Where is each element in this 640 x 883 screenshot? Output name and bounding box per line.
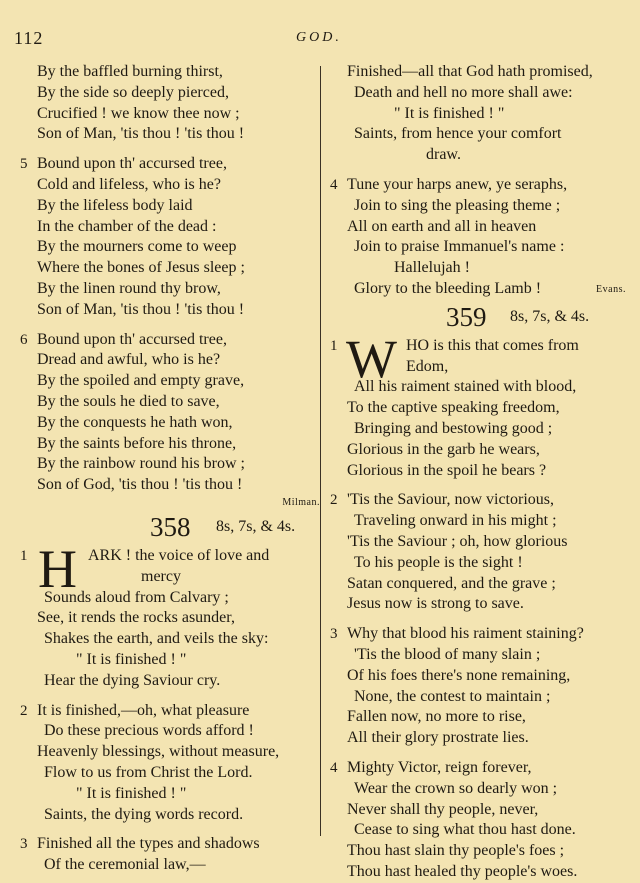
verse-line: By the souls he died to save, xyxy=(37,392,220,410)
hymn-359-verse-2 xyxy=(330,490,626,615)
verse-number: 5 xyxy=(20,156,28,173)
hymn-meter: 8s, 7s, & 4s. xyxy=(510,307,590,325)
verse-5 xyxy=(20,154,320,320)
verse-line: draw. xyxy=(426,146,461,164)
verse-line: By the side so deeply pierced, xyxy=(37,83,229,101)
verse-line: Jesus now is strong to save. xyxy=(347,595,524,613)
verse-line: " It is finished ! " xyxy=(394,104,505,122)
verse-line: Traveling onward in his might ; xyxy=(354,512,557,530)
verse-line: mercy xyxy=(141,567,181,585)
verse-line: 1 HO is this that comes from xyxy=(330,336,626,357)
hymn-number: 359 xyxy=(446,301,487,332)
verse-line: None, the contest to maintain ; xyxy=(354,687,551,705)
verse-line: Son of Man, 'tis thou ! 'tis thou ! xyxy=(37,300,245,318)
verse-number: 3 xyxy=(330,626,338,643)
verse-line: " It is finished ! " xyxy=(76,650,187,668)
verse-line: 3 Why that blood his raiment staining? xyxy=(330,624,626,645)
verse-line: Son of Man, 'tis thou ! 'tis thou ! xyxy=(37,125,245,143)
verse-line: By the saints before his throne, xyxy=(37,434,237,452)
hymn-359-verse-4 xyxy=(330,758,626,883)
verse-line: Join to sing the pleasing theme ; xyxy=(354,196,561,214)
verse-line: Shakes the earth, and veils the sky: xyxy=(44,630,269,648)
hymn-358-verse-3 xyxy=(20,834,320,876)
verse-line: Wear the crown so dearly won ; xyxy=(354,779,558,797)
verse-line: Where the bones of Jesus sleep ; xyxy=(37,259,245,277)
verse-line: 4 Tune your harps anew, ye seraphs, xyxy=(330,175,626,196)
verse-line: Satan conquered, and the grave ; xyxy=(347,574,556,592)
verse-line: Thou hast healed thy people's woes. xyxy=(347,862,578,880)
verse-number: 6 xyxy=(20,331,28,348)
verse-line: By the lifeless body laid xyxy=(37,196,193,214)
right-column xyxy=(330,62,626,883)
verse-line: Saints, from hence your comfort xyxy=(354,125,562,143)
verse-line: " It is finished ! " xyxy=(76,784,187,802)
verse-line: To his people is the sight ! xyxy=(354,553,523,571)
verse-line: Cease to sing what thou hast done. xyxy=(354,821,576,839)
verse-line: Fallen now, no more to rise, xyxy=(347,708,526,726)
verse-line: Bringing and bestowing good ; xyxy=(354,419,553,437)
verse-line: All their glory prostrate lies. xyxy=(347,729,529,747)
left-column xyxy=(20,62,320,876)
verse-line: 2 'Tis the Saviour, now victorious, xyxy=(330,490,626,511)
page-number: 112 xyxy=(14,28,44,48)
verse-line: By the rainbow round his brow ; xyxy=(37,455,245,473)
verse-line: Glorious in the spoil he bears ? xyxy=(347,461,547,479)
verse-line: Death and hell no more shall awe: xyxy=(354,83,573,101)
verse-line: Hallelujah ! xyxy=(394,259,470,277)
verse-line: Never shall thy people, never, xyxy=(347,800,539,818)
verse-line: 'Tis the Saviour ; oh, how glorious xyxy=(347,532,568,550)
verse-line: To the captive speaking freedom, xyxy=(347,399,560,417)
verse-line: 1 ARK ! the voice of love and xyxy=(20,546,320,567)
verse-line: All on earth and all in heaven xyxy=(347,217,537,235)
verse-line: Saints, the dying words record. xyxy=(44,805,244,823)
verse-line: By the conquests he hath won, xyxy=(37,413,233,431)
verse-line: Cold and lifeless, who is he? xyxy=(37,175,221,193)
verse-line: 2 It is finished,—oh, what pleasure xyxy=(20,701,320,722)
verse-line: Son of God, 'tis thou ! 'tis thou ! xyxy=(37,476,243,494)
verse-line: Flow to us from Christ the Lord. xyxy=(44,763,253,781)
verse-line: Finished—all that God hath promised, xyxy=(347,63,593,80)
hymn-358-verse-2 xyxy=(20,701,320,826)
verse-line: Of his foes there's none remaining, xyxy=(347,666,571,684)
page-header xyxy=(0,28,640,50)
verse-line: Heavenly blessings, without measure, xyxy=(37,743,280,761)
hymn-357-continuation xyxy=(20,62,320,145)
verse-line: By the linen round thy brow, xyxy=(37,279,221,297)
drop-cap: H xyxy=(38,538,77,599)
hymn-358-verse-3-continued xyxy=(330,62,626,166)
verse-number: 1 xyxy=(20,547,28,564)
verse-line: Glorious in the garb he wears, xyxy=(347,440,540,458)
verse-line: Glory to the bleeding Lamb ! Evans. xyxy=(330,279,626,300)
drop-cap: W xyxy=(346,328,397,389)
hymn-359-verse-1 xyxy=(330,328,626,482)
hymn-number: 358 xyxy=(150,511,191,542)
verse-line: By the baffled burning thirst, xyxy=(37,63,223,80)
hymn-359-verse-3 xyxy=(330,624,626,749)
hymn-meter: 8s, 7s, & 4s. xyxy=(216,517,296,535)
verse-line: See, it rends the rocks asunder, xyxy=(37,609,235,627)
verse-line: 3 Finished all the types and shadows xyxy=(20,834,320,855)
verse-line: All his raiment stained with blood, xyxy=(354,378,577,396)
verse-line: Sounds aloud from Calvary ; xyxy=(44,588,229,606)
verse-number: 4 xyxy=(330,759,338,776)
verse-line: Edom, xyxy=(406,357,449,375)
verse-line: Thou hast slain thy people's foes ; xyxy=(347,842,565,860)
author-attribution: Evans. xyxy=(596,283,626,295)
verse-number: 2 xyxy=(330,492,338,509)
verse-line: 4 Mighty Victor, reign forever, xyxy=(330,758,626,779)
verse-line: 5 Bound upon th' accursed tree, xyxy=(20,154,320,175)
verse-line: Crucified ! we know thee now ; xyxy=(37,104,240,122)
verse-line: By the mourners come to weep xyxy=(37,238,237,256)
verse-6 xyxy=(20,330,320,496)
author-attribution: Milman. xyxy=(282,496,320,508)
column-divider xyxy=(320,66,321,836)
verse-line: Dread and awful, who is he? xyxy=(37,351,221,369)
verse-number: 1 xyxy=(330,337,338,354)
verse-line: 'Tis the blood of many slain ; xyxy=(354,645,541,663)
verse-line: Join to praise Immanuel's name : xyxy=(354,238,565,256)
verse-number: 3 xyxy=(20,836,28,853)
verse-line: In the chamber of the dead : xyxy=(37,217,217,235)
hymn-358-verse-4 xyxy=(330,175,626,300)
verse-line: 6 Bound upon th' accursed tree, xyxy=(20,330,320,351)
verse-number: 4 xyxy=(330,176,338,193)
verse-line: Hear the dying Saviour cry. xyxy=(44,671,221,689)
verse-line: By the spoiled and empty grave, xyxy=(37,372,245,390)
verse-line: Of the ceremonial law,— xyxy=(44,856,206,874)
running-title: GOD. xyxy=(296,30,342,45)
hymn-358-verse-1 xyxy=(20,538,320,692)
verse-number: 2 xyxy=(20,702,28,719)
verse-line: Do these precious words afford ! xyxy=(44,722,254,740)
